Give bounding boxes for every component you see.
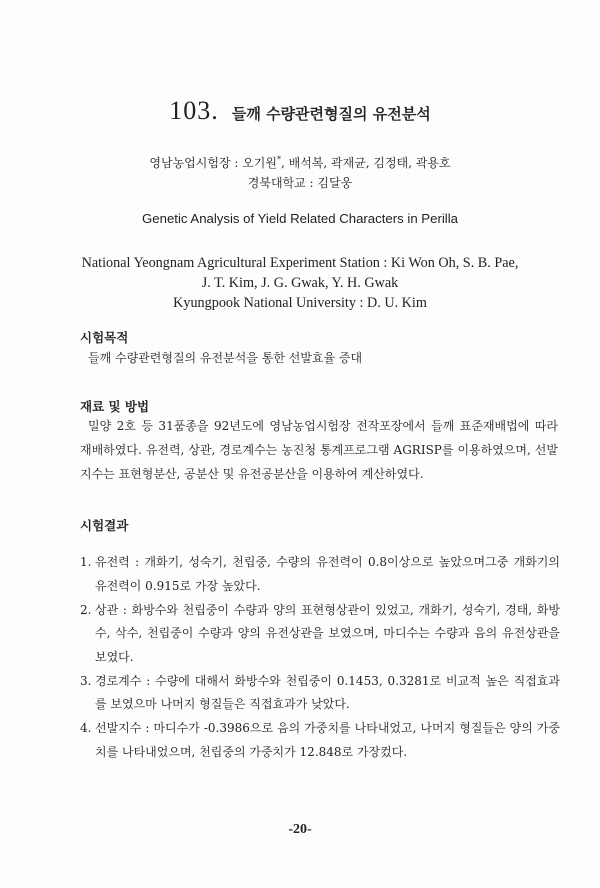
result-number: 1. (80, 555, 92, 569)
korean-authors-line2: 경북대학교 : 김달웅 (247, 176, 353, 190)
page-number: -20- (288, 822, 312, 837)
paper-number: 103. (169, 96, 219, 125)
paper-title-row (0, 96, 600, 126)
english-affiliation-line1: National Yeongnam Agricultural Experiment Station : Ki Won Oh, S. B. Pae, (81, 255, 519, 271)
english-affiliation-line3: Kyungpook National University : D. U. Kim (173, 295, 427, 311)
corresponding-mark: * (276, 155, 281, 164)
english-affiliations (60, 253, 540, 313)
english-title: Genetic Analysis of Yield Related Characters in Perilla (142, 211, 458, 226)
result-text: 선발지수 : 마디수가 -0.3986으로 음의 가중치를 나타내었고, 나머지 형질들은 양의 가중치를 나타내었으며, 천립중의 가중치가 12.848로 가장컸다. (95, 721, 560, 759)
result-text: 유전력 : 개화기, 성숙기, 천립중, 수량의 유전력이 0.8이상으로 높았으며그중 개화기의 유전력이 0.915로 가장 높았다. (95, 555, 560, 593)
results-heading: 시험결과 (80, 518, 129, 533)
methods-heading: 재료 및 방법 (80, 399, 150, 414)
result-text: 상관 : 화방수와 천립중이 수량과 양의 표현형상관이 있었고, 개화기, 성숙기, 경태, 화방수, 삭수, 천립중이 수량과 양의 유전상관을 보였으며, 마디수는 수량과 음의 유전상관을 보였다. (95, 602, 560, 664)
result-number: 2. (80, 602, 92, 617)
english-affiliation-line2: J. T. Kim, J. G. Gwak, Y. H. Gwak (201, 275, 399, 291)
result-text: 경로계수 : 수량에 대해서 화방수와 천립중이 0.1453, 0.3281로 비교적 높은 직접효과를 보였으마 나머지 형질들은 직접효과가 낮았다. (95, 673, 560, 711)
result-item (80, 670, 560, 717)
result-item (80, 717, 560, 764)
results-list (80, 551, 560, 765)
methods-text: 밀양 2호 등 31품종을 92년도에 영남농업시험장 전작포장에서 들깨 표준재배법에 따라 재배하였다. 유전력, 상관, 경로계수는 농진청 통계프로그램 AGRISP를 이용하였으며, 선발지수는 표현형분산, 공분산 및 유전공분산을 이용하여 계산하였다. (80, 419, 558, 481)
korean-authors (0, 150, 600, 193)
result-item (80, 551, 560, 598)
result-number: 3. (80, 673, 92, 688)
korean-author-names: , 배석복, 곽재균, 김정태, 곽용호 (280, 156, 451, 170)
result-item (80, 599, 560, 670)
paper-title: 들깨 수량관련형질의 유전분석 (231, 105, 431, 123)
korean-authors-line1 (0, 150, 600, 173)
result-number: 4. (80, 721, 92, 735)
korean-affiliation-1: 영남농업시험장 : 오기원 (149, 156, 277, 170)
objective-text: 들깨 수량관련형질의 유전분석을 통한 선발효율 증대 (88, 351, 363, 365)
objective-heading: 시험목적 (80, 330, 129, 345)
